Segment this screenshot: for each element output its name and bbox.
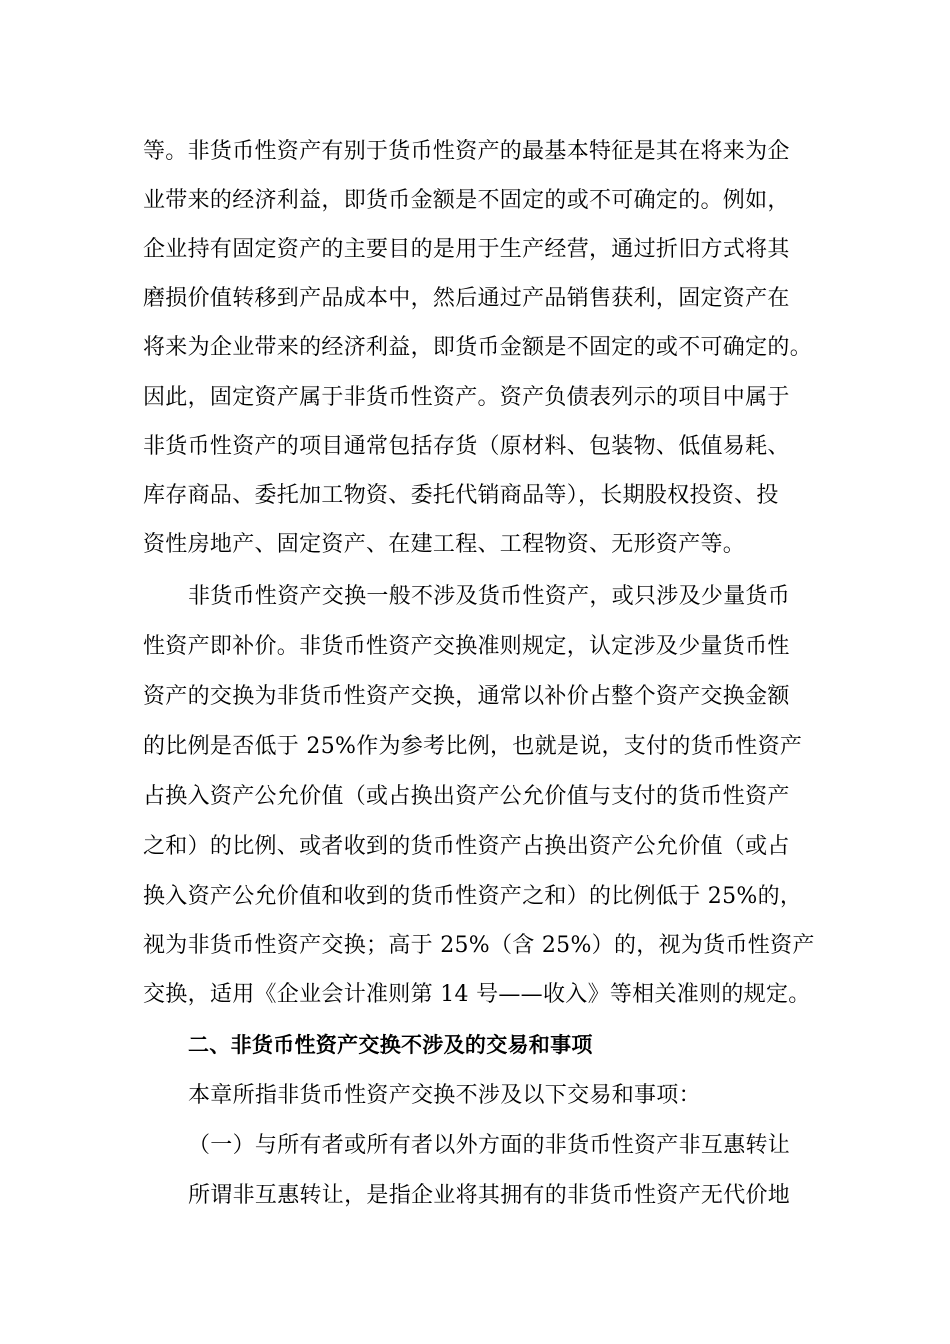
paragraph-line: 非货币性资产交换一般不涉及货币性资产，或只涉及少量货币 bbox=[188, 584, 791, 609]
paragraph-line: 企业持有固定资产的主要目的是用于生产经营，通过折旧方式将其 bbox=[143, 237, 790, 262]
paragraph-line: 的比例是否低于 25%作为参考比例，也就是说，支付的货币性资产 bbox=[143, 734, 803, 759]
paragraph-line: 视为非货币性资产交换；高于 25%（含 25%）的，视为货币性资产 bbox=[143, 933, 815, 958]
subsection-heading: （一）与所有者或所有者以外方面的非货币性资产非互惠转让 bbox=[188, 1133, 791, 1158]
paragraph-line: 交换，适用《企业会计准则第 14 号——收入》等相关准则的规定。 bbox=[143, 982, 811, 1007]
paragraph-line: 占换入资产公允价值（或占换出资产公允价值与支付的货币性资产 bbox=[143, 784, 790, 809]
paragraph-line: 库存商品、委托加工物资、委托代销商品等），长期股权投资、投 bbox=[143, 483, 779, 508]
paragraph-line: 资性房地产、固定资产、在建工程、工程物资、无形资产等。 bbox=[143, 532, 746, 557]
paragraph-line: 之和）的比例、或者收到的货币性资产占换出资产公允价值（或占 bbox=[143, 834, 790, 859]
paragraph-line: 将来为企业带来的经济利益，即货币金额是不固定的或不可确定的。 bbox=[143, 335, 813, 360]
paragraph-line: 因此，固定资产属于非货币性资产。资产负债表列示的项目中属于 bbox=[143, 385, 790, 410]
paragraph-line: 业带来的经济利益，即货币金额是不固定的或不可确定的。例如， bbox=[143, 188, 790, 213]
paragraph-line: 等。非货币性资产有别于货币性资产的最基本特征是其在将来为企 bbox=[143, 139, 790, 164]
paragraph-line: 资产的交换为非货币性资产交换，通常以补价占整个资产交换金额 bbox=[143, 684, 790, 709]
paragraph-line: 性资产即补价。非货币性资产交换准则规定，认定涉及少量货币性 bbox=[143, 634, 790, 659]
paragraph-line: 本章所指非货币性资产交换不涉及以下交易和事项： bbox=[188, 1083, 701, 1108]
paragraph-line: 非货币性资产的项目通常包括存货（原材料、包装物、低值易耗、 bbox=[143, 434, 790, 459]
paragraph-line: 换入资产公允价值和收到的货币性资产之和）的比例低于 25%的， bbox=[143, 884, 803, 909]
paragraph-line: 磨损价值转移到产品成本中，然后通过产品销售获利，固定资产在 bbox=[143, 286, 790, 311]
section-heading: 二、非货币性资产交换不涉及的交易和事项 bbox=[188, 1033, 593, 1057]
paragraph-line: 所谓非互惠转让，是指企业将其拥有的非货币性资产无代价地 bbox=[188, 1183, 791, 1208]
